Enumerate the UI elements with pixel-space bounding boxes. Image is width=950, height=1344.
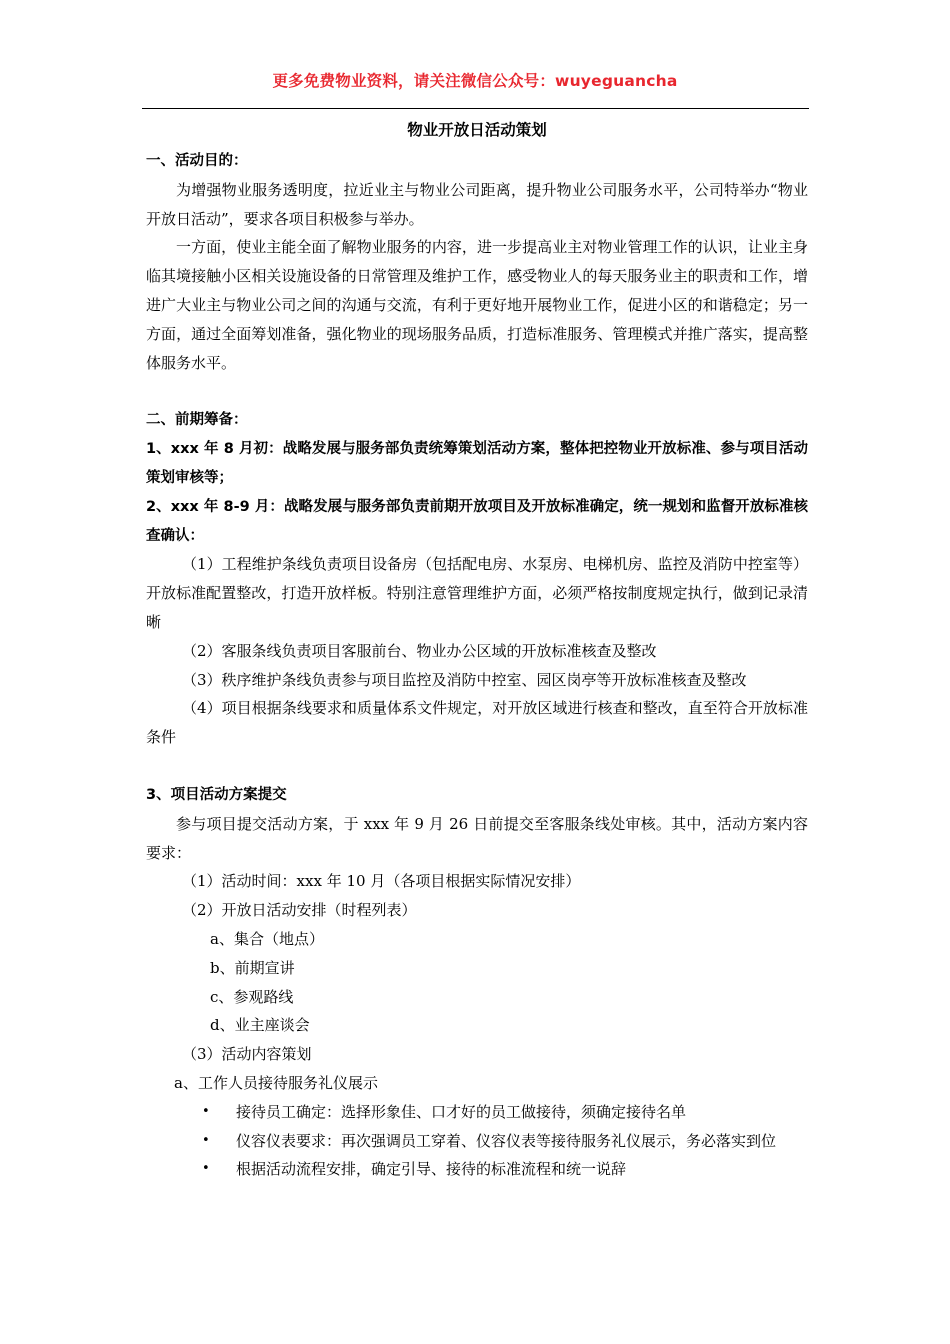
section-3-intro: 参与项目提交活动方案，于 xxx 年 9 月 26 日前提交至客服条线处审核。其中，活动方案内容要求：	[146, 814, 808, 862]
schedule-item: c、参观路线	[210, 987, 294, 1006]
section-3-requirement: （2）开放日活动安排（时程列表）	[182, 901, 417, 920]
section-2-sub-item: （4）项目根据条线要求和质量体系文件规定，对开放区域进行核查和整改，直至符合开放标准条件	[146, 699, 808, 747]
bullet-text: 接待员工确定：选择形象佳、口才好的员工做接待，须确定接待名单	[236, 1102, 687, 1121]
section-2-sub-item: （1）工程维护条线负责项目设备房（包括配电房、水泵房、电梯机房、监控及消防中控室等）开放标准配置整改，打造开放样板。特别注意管理维护方面，必须严格按制度规定执行，做到记录清晰	[146, 555, 808, 631]
header-divider	[142, 108, 809, 109]
bullet-icon: •	[202, 1161, 210, 1177]
spacer	[146, 377, 808, 406]
schedule-item: b、前期宣讲	[210, 958, 295, 977]
section-2-heading: 二、前期筹备：	[146, 412, 248, 429]
section-2-item-1: 1、xxx 年 8 月初：战略发展与服务部负责统筹策划活动方案，整体把控物业开放标准、参与项目活动策划审核等；	[146, 441, 808, 486]
bullet-icon: •	[202, 1103, 210, 1119]
section-3-requirement: （1）活动时间：xxx 年 10 月（各项目根据实际情况安排）	[182, 872, 581, 891]
spacer	[146, 752, 808, 781]
document-title: 物业开放日活动策划	[407, 121, 547, 139]
schedule-item: d、业主座谈会	[210, 1016, 310, 1035]
section-3-requirement: （3）活动内容策划	[182, 1045, 312, 1064]
document-body	[146, 117, 808, 1184]
section-1-paragraph-1: 为增强物业服务透明度，拉近业主与物业公司距离，提升物业公司服务水平，公司特举办“物业开放日活动”，要求各项目积极参与举办。	[146, 180, 808, 228]
section-2-sub-item: （2）客服条线负责项目客服前台、物业办公区域的开放标准核查及整改	[182, 641, 657, 660]
bullet-item	[146, 1098, 808, 1127]
section-1-heading: 一、活动目的：	[146, 153, 248, 169]
section-3-heading: 3、项目活动方案提交	[146, 786, 287, 803]
bullet-item	[146, 1127, 808, 1156]
section-3-sub-heading: a、工作人员接待服务礼仪展示	[174, 1073, 378, 1092]
section-1-paragraph-2: 一方面，使业主能全面了解物业服务的内容，进一步提高业主对物业管理工作的认识，让业主身临其境接触小区相关设施设备的日常管理及维护工作，感受物业人的每天服务业主的职责和工作，增进广大业主与物业公司之间的沟通与交流，有利于更好地开展物业工作，促进小区的和谐稳定；另一方面，通过全面筹划准备，强化物业的现场服务品质，打造标准服务、管理模式并推广落实，提高整体服务水平。	[146, 238, 808, 372]
bullet-text: 仪容仪表要求：再次强调员工穿着、仪容仪表等接待服务礼仪展示，务必落实到位	[236, 1131, 777, 1150]
header-notice: 更多免费物业资料，请关注微信公众号：wuyeguancha	[272, 72, 678, 90]
schedule-item: a、集合（地点）	[210, 929, 324, 948]
section-2-item-2: 2、xxx 年 8-9 月：战略发展与服务部负责前期开放项目及开放标准确定，统一规划和监督开放标准核查确认：	[146, 498, 808, 544]
bullet-item	[146, 1155, 808, 1184]
bullet-icon: •	[202, 1132, 210, 1148]
bullet-text: 根据活动流程安排，确定引导、接待的标准流程和统一说辞	[236, 1160, 627, 1179]
section-2-sub-item: （3）秩序维护条线负责参与项目监控及消防中控室、园区岗亭等开放标准核查及整改	[182, 670, 747, 689]
